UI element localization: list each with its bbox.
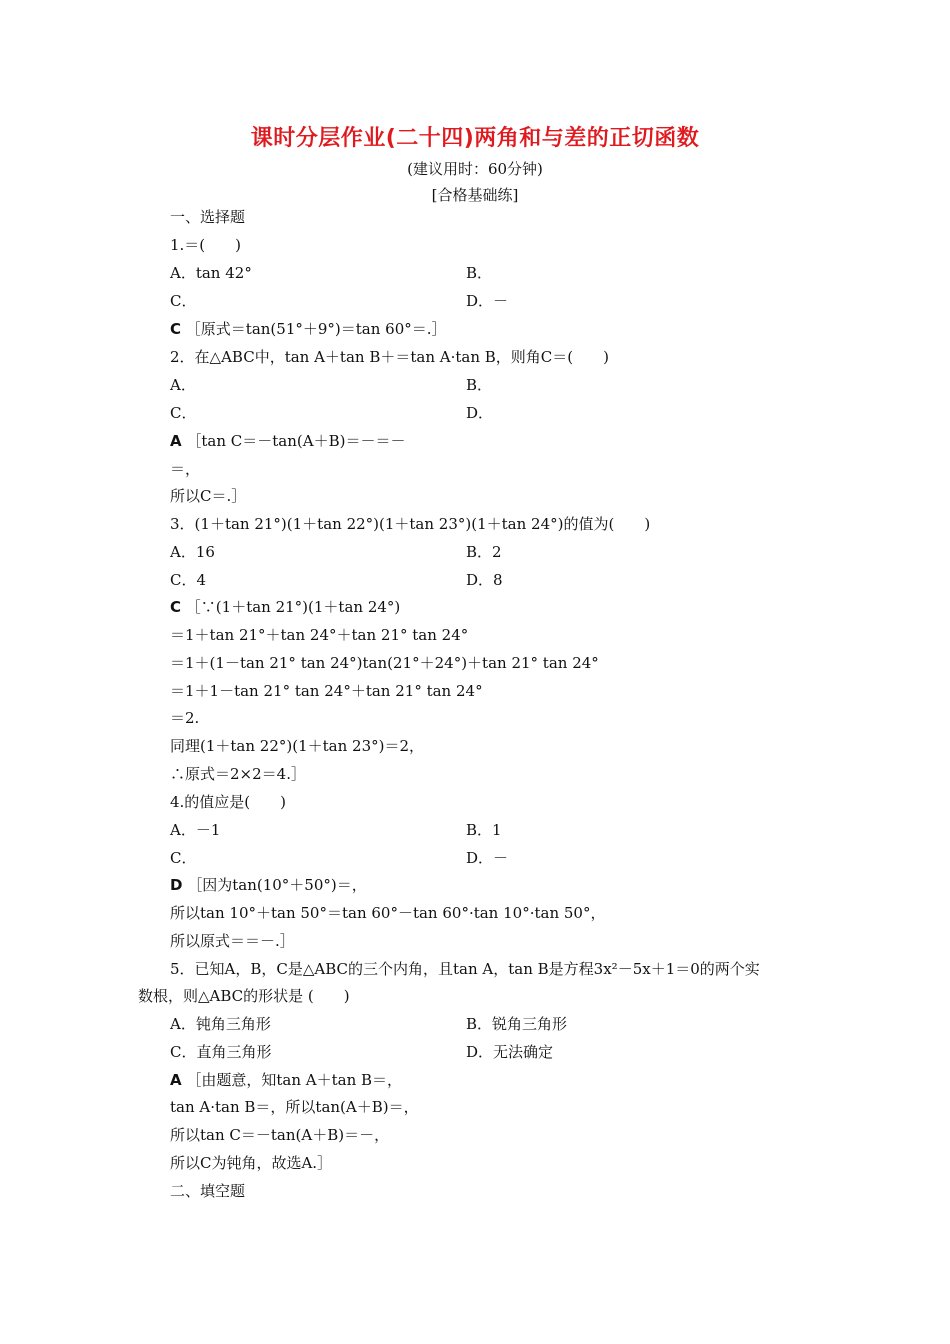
q5-answer-letter: A bbox=[170, 1071, 182, 1089]
q4-option-d: D．－ bbox=[466, 849, 509, 867]
q3-answer bbox=[170, 597, 400, 617]
q3-answer-text: ［∵(1＋tan 21°)(1＋tan 24°) bbox=[185, 598, 401, 616]
q3-stem: 3．(1＋tan 21°)(1＋tan 22°)(1＋tan 23°)(1＋tan 24°)的值为( ) bbox=[170, 515, 651, 533]
q1-option-c: C． bbox=[170, 292, 197, 310]
q2-stem: 2．在△ABC中，tan A＋tan B＋＝tan A·tan B，则角C＝( ) bbox=[170, 348, 609, 366]
q4-answer-letter: D bbox=[170, 876, 183, 894]
q2-option-d: D． bbox=[466, 404, 494, 422]
q1-option-d: D．－ bbox=[466, 292, 509, 310]
page-title: 课时分层作业(二十四)两角和与差的正切函数 bbox=[250, 126, 700, 151]
q5-stem-line1: 5．已知A，B，C是△ABC的三个内角，且tan A，tan B是方程3x²－5x＋1＝0的两个实 bbox=[170, 960, 760, 978]
q5-option-b: B．锐角三角形 bbox=[466, 1015, 568, 1033]
q4-option-a: A．－1 bbox=[170, 821, 221, 839]
q4-option-c: C． bbox=[170, 849, 197, 867]
q1-answer bbox=[170, 319, 447, 339]
q5-answer-text: ［由题意，知tan A＋tan B＝， bbox=[186, 1071, 403, 1089]
q1-option-b: B． bbox=[466, 264, 493, 282]
q5-answer-line2: 所以tan C＝－tan(A＋B)＝－， bbox=[170, 1126, 390, 1144]
q5-answer bbox=[170, 1070, 402, 1090]
q4-answer bbox=[170, 875, 367, 895]
q3-option-b: B．2 bbox=[466, 543, 502, 561]
q3-answer-line1: ＝1＋tan 21°＋tan 24°＋tan 21° tan 24° bbox=[170, 626, 469, 644]
q3-answer-letter: C bbox=[170, 598, 182, 616]
q2-answer-line2: ＝， bbox=[170, 460, 201, 478]
q5-option-d: D．无法确定 bbox=[466, 1043, 554, 1061]
section-heading-fill: 二、填空题 bbox=[170, 1182, 246, 1200]
q4-option-b: B．1 bbox=[466, 821, 502, 839]
q3-option-d: D．8 bbox=[466, 571, 503, 589]
q4-answer-line1: 所以tan 10°＋tan 50°＝tan 60°－tan 60°·tan 10°·tan 50°， bbox=[170, 904, 606, 922]
q5-answer-line1: tan A·tan B＝，所以tan(A＋B)＝， bbox=[170, 1098, 419, 1116]
q3-option-c: C．4 bbox=[170, 571, 207, 589]
q4-answer-text: ［因为tan(10°＋50°)＝， bbox=[187, 876, 367, 894]
q4-stem: 4.的值应是( ) bbox=[170, 793, 287, 811]
q5-option-c: C．直角三角形 bbox=[170, 1043, 272, 1061]
q1-answer-text: ［原式＝tan(51°＋9°)＝tan 60°＝.］ bbox=[185, 320, 447, 338]
q1-option-a: A．tan 42° bbox=[170, 264, 252, 282]
q1-stem: 1.＝( ) bbox=[170, 236, 242, 254]
q3-answer-line5: 同理(1＋tan 22°)(1＋tan 23°)＝2， bbox=[170, 737, 425, 755]
section-tag: [合格基础练] bbox=[431, 186, 519, 204]
q3-answer-line2: ＝1＋(1－tan 21° tan 24°)tan(21°＋24°)＋tan 21° tan 24° bbox=[170, 654, 599, 672]
q3-option-a: A．16 bbox=[170, 543, 215, 561]
q3-answer-line4: ＝2. bbox=[170, 709, 200, 727]
q3-answer-line6: ∴原式＝2×2＝4.］ bbox=[170, 765, 306, 783]
q5-option-a: A．钝角三角形 bbox=[170, 1015, 271, 1033]
q3-answer-line3: ＝1＋1－tan 21° tan 24°＋tan 21° tan 24° bbox=[170, 682, 483, 700]
q2-answer-letter: A bbox=[170, 432, 182, 450]
q2-answer-line3: 所以C＝.］ bbox=[170, 487, 247, 505]
q2-option-a: A． bbox=[170, 376, 196, 394]
q5-answer-line3: 所以C为钝角，故选A.］ bbox=[170, 1154, 333, 1172]
time-note: (建议用时：60分钟) bbox=[407, 160, 543, 178]
q1-answer-letter: C bbox=[170, 320, 182, 338]
q2-answer bbox=[170, 431, 405, 451]
q5-stem-line2: 数根，则△ABC的形状是 ( ) bbox=[138, 987, 350, 1005]
q4-answer-line2: 所以原式＝＝－.］ bbox=[170, 932, 295, 950]
q2-answer-text: ［tan C＝－tan(A＋B)＝－＝－ bbox=[186, 432, 406, 450]
section-heading-choice: 一、选择题 bbox=[170, 208, 246, 226]
q2-option-c: C． bbox=[170, 404, 197, 422]
q2-option-b: B． bbox=[466, 376, 493, 394]
